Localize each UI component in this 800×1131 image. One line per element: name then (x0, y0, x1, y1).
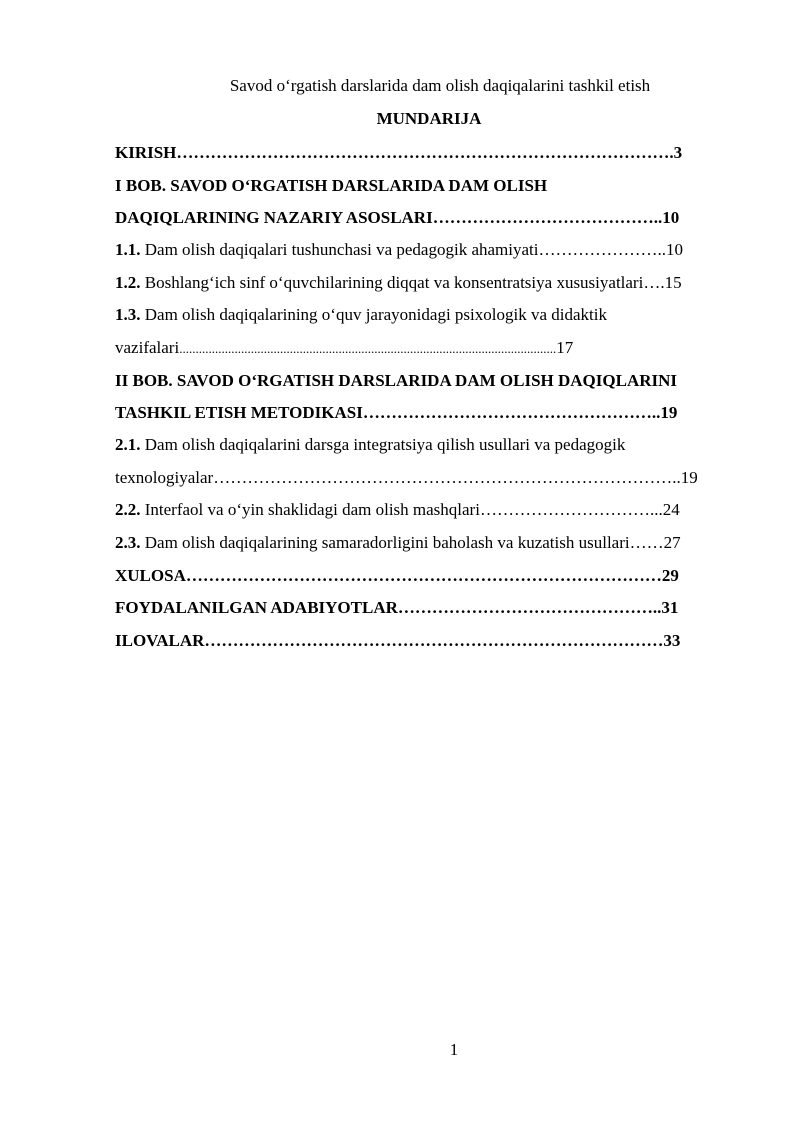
toc-entry-section-1-1 (115, 240, 683, 260)
section-title: Boshlang‘ich sinf o‘quvchilarining diqqat va konsentratsiya xususiyatlari….15 (140, 273, 682, 292)
toc-entry-section-2-1 (115, 435, 625, 455)
section-title: Dam olish daqiqalarining o‘quv jarayonidagi psixologik va didaktik (140, 305, 607, 324)
section-number: 2.1. (115, 435, 141, 454)
document-title: Savod o‘rgatish darslarida dam olish daqiqalarini tashkil etish (229, 76, 651, 95)
toc-entry-section-2-1-continued: texnologiyalar………………………………………………………………………..19 (115, 468, 698, 487)
section-number: 1.3. (115, 305, 141, 324)
toc-entry-xulosa: XULOSA…………………………………………………………………………29 (115, 566, 679, 585)
page-number: 1 (449, 1040, 459, 1059)
dot-leader: .................................................................................................................... (179, 341, 557, 356)
toc-entry-chapter2-line2: TASHKIL ETISH METODIKASI……………………………………………..19 (115, 403, 678, 422)
section-title: Dam olish daqiqalarining samaradorligini baholash va kuzatish usullari……27 (140, 533, 681, 552)
section-number: 1.1. (115, 240, 141, 259)
toc-entry-section-2-3 (115, 533, 681, 553)
toc-entry-adabiyotlar: FOYDALANILGAN ADABIYOTLAR………………………………………..31 (115, 598, 679, 617)
toc-entry-kirish: KIRISH…………………………………………………………………………….3 (115, 143, 683, 162)
section-number: 2.2. (115, 500, 141, 519)
toc-entry-chapter2-line1: II BOB. SAVOD O‘RGATISH DARSLARIDA DAM OLISH DAQIQLARINI (115, 371, 678, 390)
toc-entry-section-1-3 (115, 305, 607, 325)
toc-entry-chapter1-line2: DAQIQLARINING NAZARIY ASOSLARI…………………………………..10 (115, 208, 680, 227)
section-number: 1.2. (115, 273, 141, 292)
toc-entry-section-1-3-continued (115, 338, 573, 359)
toc-entry-section-1-2 (115, 273, 682, 293)
page-reference: 17 (556, 338, 574, 357)
section-title: Dam olish daqiqalari tushunchasi va pedagogik ahamiyati…………………..10 (140, 240, 683, 259)
toc-entry-ilovalar: ILOVALAR………………………………………………………………………33 (115, 631, 681, 650)
section-title-continued: vazifalari (115, 338, 180, 357)
section-title: Interfaol va o‘yin shaklidagi dam olish mashqlari…………………………...24 (140, 500, 680, 519)
section-number: 2.3. (115, 533, 141, 552)
toc-entry-chapter1-line1: I BOB. SAVOD O‘RGATISH DARSLARIDA DAM OLISH (115, 176, 548, 195)
section-title: Dam olish daqiqalarini darsga integratsiya qilish usullari va pedagogik (140, 435, 626, 454)
toc-heading: MUNDARIJA (376, 109, 482, 128)
toc-entry-section-2-2 (115, 500, 680, 520)
